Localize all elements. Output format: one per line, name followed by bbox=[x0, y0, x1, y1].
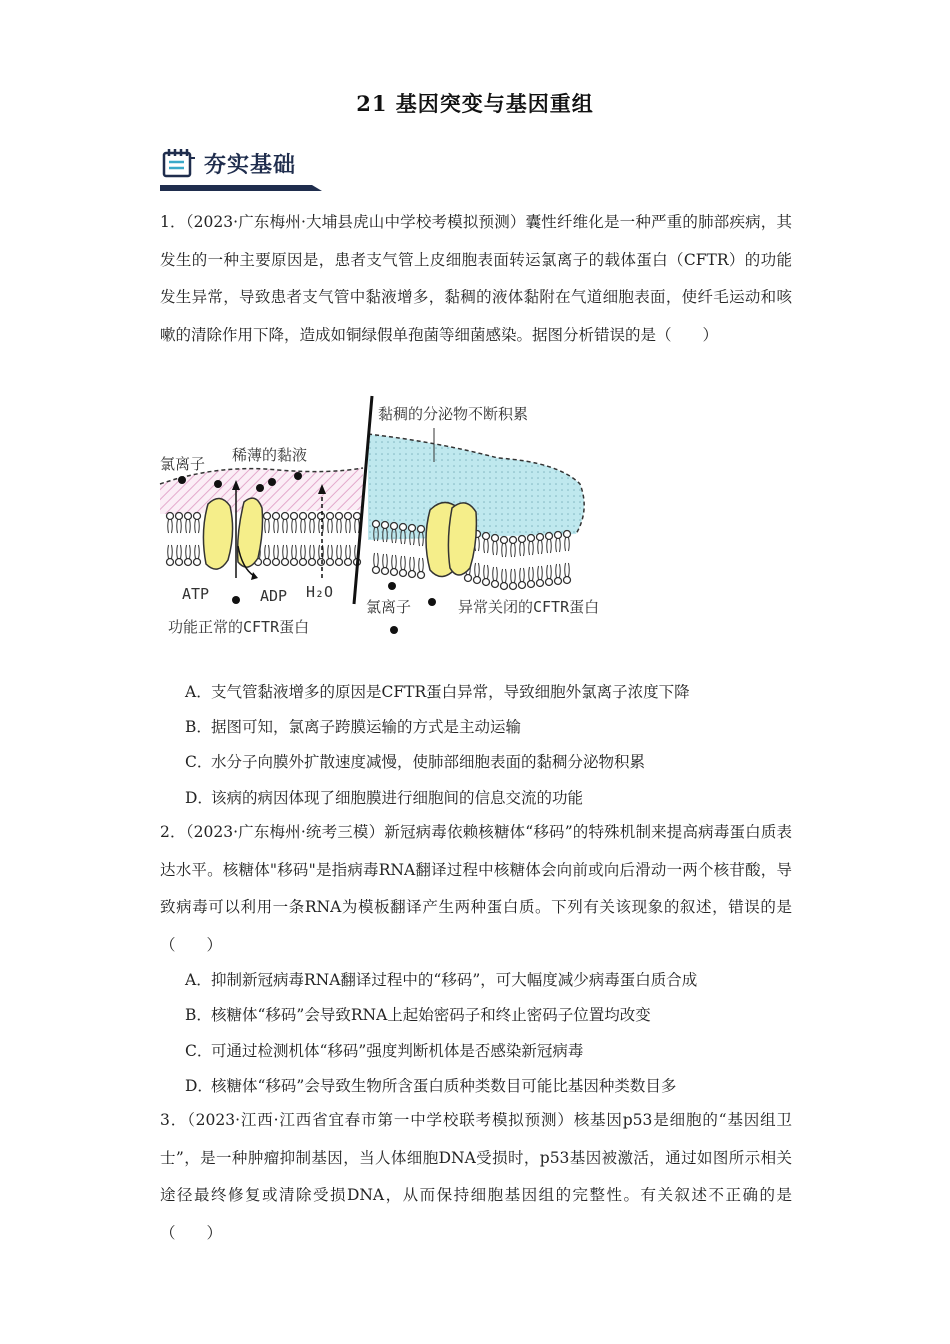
option-key: C． bbox=[185, 753, 213, 771]
question-2-option-b[interactable] bbox=[185, 1003, 651, 1027]
label-atp: ATP bbox=[182, 585, 210, 603]
question-text: （2023·江西·江西省宜春市第一中学校联考模拟预测）核基因p53是细胞的“基因组卫士”，是一种肿瘤抑制基因，当人体细胞DNA受损时，p53基因被激活，通过如图所示相关途径最终修复或清除受损DNA，从而保持细胞基因组的完整性。有关叙述不正确的是（ ） bbox=[160, 1111, 792, 1242]
question-number: 3． bbox=[160, 1111, 188, 1129]
option-key: A． bbox=[185, 971, 212, 989]
option-key: B． bbox=[185, 718, 212, 736]
question-number: 1． bbox=[160, 213, 186, 231]
question-2-option-a[interactable] bbox=[185, 968, 697, 992]
option-text: 可通过检测机体“移码”强度判断机体是否感染新冠病毒 bbox=[211, 1042, 584, 1060]
label-thin-mucus: 稀薄的黏液 bbox=[232, 446, 308, 464]
option-text: 据图可知，氯离子跨膜运输的方式是主动运输 bbox=[211, 718, 522, 736]
question-2-option-d[interactable] bbox=[185, 1074, 676, 1098]
cftr-membrane-figure bbox=[158, 392, 628, 642]
question-text: （2023·广东梅州·统考三模）新冠病毒依赖核糖体“移码”的特殊机制来提高病毒蛋白质表达水平。核糖体"移码"是指病毒RNA翻译过程中核糖体会向前或向后滑动一两个核苷酸，导致病毒可以利用一条RNA为模板翻译产生两种蛋白质。下列有关该现象的叙述，错误的是（ ） bbox=[160, 823, 792, 954]
question-2-stem bbox=[160, 814, 792, 964]
label-adp: ADP bbox=[260, 587, 288, 605]
label-chloride-bottom: 氯离子 bbox=[366, 598, 412, 616]
document-title: 21 基因突变与基因重组 bbox=[356, 91, 594, 116]
option-key: B． bbox=[185, 1006, 212, 1024]
notepad-icon bbox=[162, 148, 196, 178]
option-key: D． bbox=[185, 789, 213, 807]
option-text: 抑制新冠病毒RNA翻译过程中的“移码”，可大幅度减少病毒蛋白质合成 bbox=[211, 971, 698, 989]
question-2-option-c[interactable] bbox=[185, 1039, 583, 1063]
option-key: D． bbox=[185, 1077, 213, 1095]
option-text: 核糖体“移码”会导致RNA上起始密码子和终止密码子位置均改变 bbox=[211, 1006, 651, 1024]
label-chloride-top: 氯离子 bbox=[160, 455, 206, 473]
question-3-stem bbox=[160, 1102, 792, 1252]
option-key: A． bbox=[185, 683, 212, 701]
question-1-option-c[interactable] bbox=[185, 750, 645, 774]
label-normal-cftr: 功能正常的CFTR蛋白 bbox=[168, 618, 310, 636]
option-key: C． bbox=[185, 1042, 213, 1060]
option-text: 水分子向膜外扩散速度减慢，使肺部细胞表面的黏稠分泌物积累 bbox=[211, 753, 646, 771]
section-underline bbox=[160, 185, 322, 191]
abnormal-cftr-protein bbox=[426, 502, 476, 576]
question-text: （2023·广东梅州·大埔县虎山中学校考模拟预测）囊性纤维化是一种严重的肺部疾病，其发生的一种主要原因是，患者支气管上皮细胞表面转运氯离子的载体蛋白（CFTR）的功能发生异常，导致患者支气管中黏液增多，黏稠的液体黏附在气道细胞表面，使纤毛运动和咳嗽的清除作用下降，造成如铜绿假单孢菌等细菌感染。据图分析错误的是（ ） bbox=[160, 213, 792, 344]
question-1-option-b[interactable] bbox=[185, 715, 521, 739]
option-text: 支气管黏液增多的原因是CFTR蛋白异常，导致细胞外氯离子浓度下降 bbox=[211, 683, 690, 701]
question-1-option-d[interactable] bbox=[185, 786, 583, 810]
option-text: 该病的病因体现了细胞膜进行细胞间的信息交流的功能 bbox=[211, 789, 584, 807]
question-1-option-a[interactable] bbox=[185, 680, 690, 704]
question-number: 2． bbox=[160, 823, 186, 841]
label-thick-secretion: 黏稠的分泌物不断积累 bbox=[378, 405, 529, 423]
section-header bbox=[160, 146, 322, 194]
option-text: 核糖体“移码”会导致生物所含蛋白质种类数目可能比基因种类数目多 bbox=[211, 1077, 677, 1095]
label-abnormal-cftr: 异常关闭的CFTR蛋白 bbox=[458, 598, 600, 616]
label-h2o: H₂O bbox=[306, 583, 334, 601]
section-title: 夯实基础 bbox=[204, 153, 297, 178]
question-1-stem bbox=[160, 204, 792, 354]
